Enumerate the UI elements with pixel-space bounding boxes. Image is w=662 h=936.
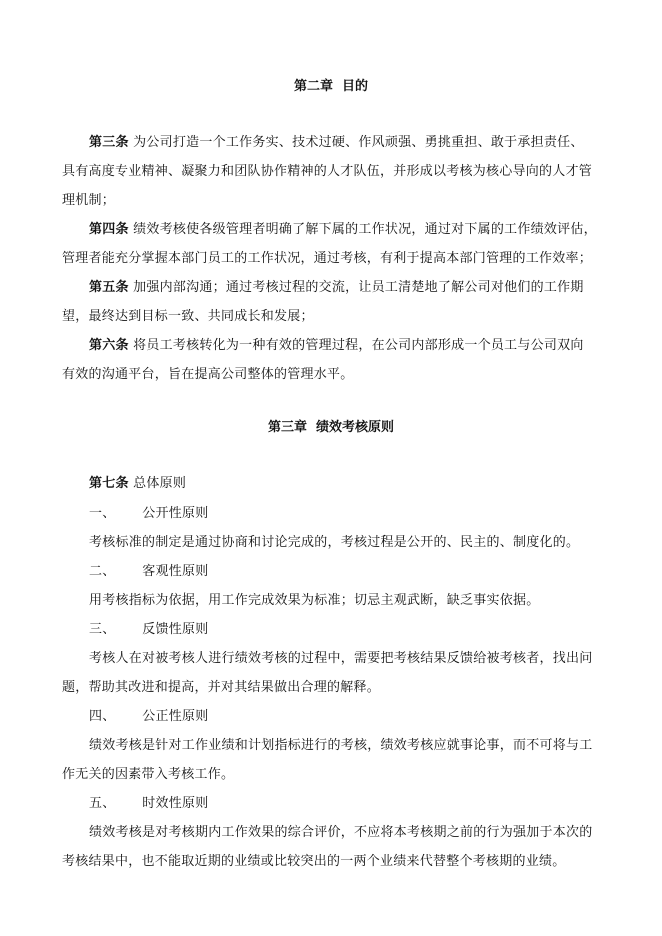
article-3-line-1	[89, 131, 584, 150]
principle-5-text-2: 考核结果中，也不能取近期的业绩或比较突出的一两个业绩来代替整个考核期的业绩。	[62, 854, 566, 869]
article-3-text-1: 为公司打造一个工作务实、技术过硬、作风顽强、勇挑重担、敢于承担责任、	[133, 135, 584, 150]
article-6-line-2: 有效的沟通平台，旨在提高公司整体的管理水平。	[62, 367, 354, 382]
article-5-label: 第五条	[89, 280, 129, 295]
principle-4-header	[89, 705, 209, 724]
article-6-text-1: 将员工考核转化为一种有效的管理过程，在公司内部形成一个员工与公司双向	[133, 338, 584, 353]
principle-3-text-1: 考核人在对被考核人进行绩效考核的过程中，需要把考核结果反馈给被考核者，找出问	[89, 651, 593, 666]
principle-2-header	[89, 560, 209, 579]
article-4-line-1	[89, 218, 597, 237]
article-3-label: 第三条	[89, 135, 129, 150]
principle-4-text-1: 绩效考核是针对工作业绩和计划指标进行的考核，绩效考核应就事论事，而不可将与工	[89, 738, 593, 753]
principle-4-name: 公正性原则	[142, 709, 209, 724]
article-6-label: 第六条	[89, 338, 129, 353]
principle-1-header	[89, 502, 209, 521]
principle-3-text-2: 题，帮助其改进和提高，并对其结果做出合理的解释。	[62, 680, 381, 695]
article-4-text-1: 绩效考核使各级管理者明确了解下属的工作状况，通过对下属的工作绩效评估，	[133, 222, 597, 237]
article-7-label: 第七条	[89, 476, 129, 491]
principle-2-number: 二、	[89, 564, 116, 579]
principle-1-name: 公开性原则	[142, 506, 209, 521]
chapter-3-title: 第三章 绩效考核原则	[267, 420, 395, 435]
chapter-2-title: 第二章 目的	[293, 79, 369, 94]
article-3-line-2: 具有高度专业精神、凝聚力和团队协作精神的人才队伍，并形成以考核为核心导向的人才管	[62, 164, 593, 179]
principle-2-text-1: 用考核指标为依据，用工作完成效果为标准；切忌主观武断，缺乏事实依据。	[89, 593, 540, 608]
principle-3-header	[89, 618, 209, 637]
principle-1-number: 一、	[89, 506, 116, 521]
article-5-line-1	[89, 276, 584, 295]
principle-3-number: 三、	[89, 622, 116, 637]
article-7-line	[89, 472, 186, 491]
principle-5-name: 时效性原则	[142, 796, 209, 811]
article-5-line-2: 望，最终达到目标一致、共同成长和发展；	[62, 309, 314, 324]
article-3-line-3: 理机制；	[62, 193, 116, 208]
principle-3-name: 反馈性原则	[142, 622, 209, 637]
principle-5-text-1: 绩效考核是对考核期内工作效果的综合评价，不应将本考核期之前的行为强加于本次的	[89, 825, 593, 840]
article-4-line-2: 管理者能充分掌握本部门员工的工作状况，通过考核，有利于提高本部门管理的工作效率；	[62, 251, 593, 266]
principle-5-header	[89, 792, 209, 811]
principle-2-name: 客观性原则	[142, 564, 209, 579]
article-6-line-1	[89, 334, 584, 353]
principle-4-number: 四、	[89, 709, 116, 724]
principle-5-number: 五、	[89, 796, 116, 811]
principle-1-text-1: 考核标准的制定是通过协商和讨论完成的，考核过程是公开的、民主的、制度化的。	[89, 535, 580, 550]
article-5-text-1: 加强内部沟通；通过考核过程的交流，让员工清楚地了解公司对他们的工作期	[133, 280, 584, 295]
article-4-label: 第四条	[89, 222, 129, 237]
principle-4-text-2: 作无关的因素带入考核工作。	[62, 767, 235, 782]
article-7-text: 总体原则	[133, 476, 187, 491]
